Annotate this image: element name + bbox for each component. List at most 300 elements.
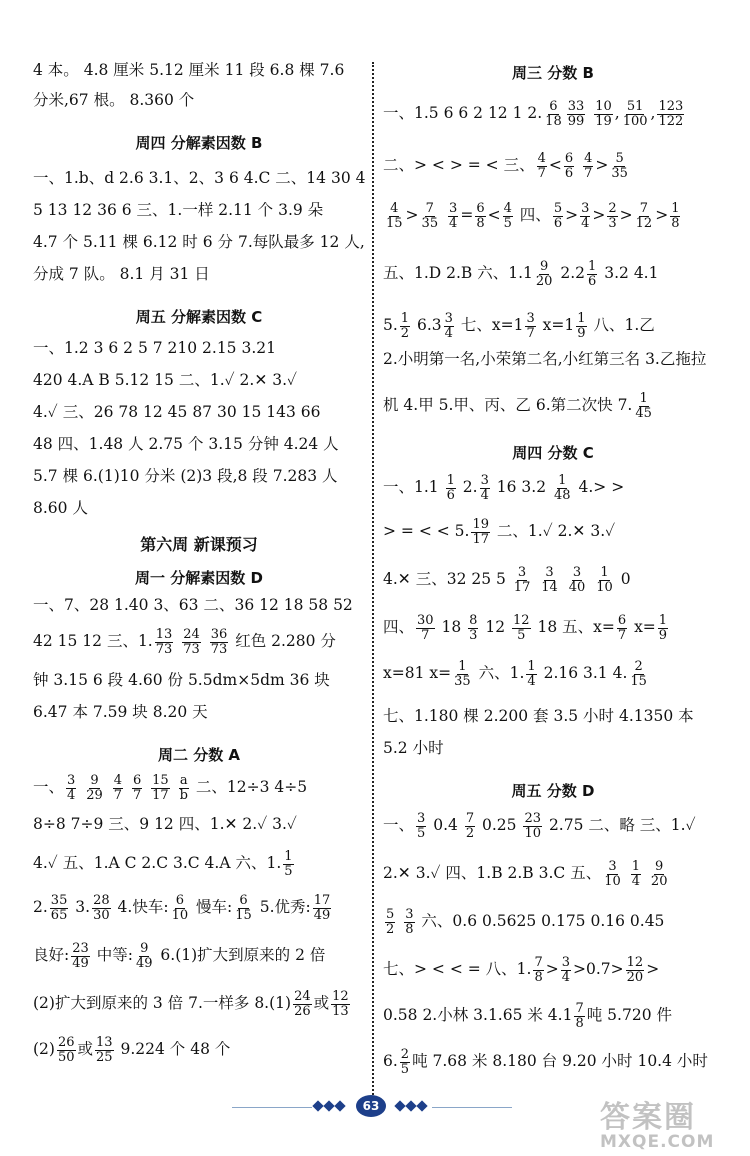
fraction bbox=[503, 202, 513, 230]
answer-text bbox=[106, 779, 111, 797]
answer-text: , bbox=[614, 104, 620, 123]
fraction bbox=[155, 628, 174, 656]
fraction-numerator: 7 bbox=[425, 201, 434, 216]
answer-text: 6.(1)扩大到原来的 2 倍 bbox=[155, 946, 326, 965]
answer-text: > bbox=[646, 960, 660, 979]
answer-text: 或 bbox=[313, 994, 330, 1013]
fraction bbox=[574, 1002, 584, 1030]
fraction bbox=[480, 474, 490, 502]
answer-text: 八、1.乙 bbox=[588, 316, 655, 335]
fraction-numerator: 12 bbox=[513, 613, 530, 628]
fraction-numerator: 6 bbox=[476, 201, 485, 216]
fraction-denominator: 7 bbox=[617, 627, 627, 643]
fraction-denominator: 50 bbox=[57, 1049, 75, 1065]
fraction-denominator: 5 bbox=[503, 215, 512, 231]
answer-line bbox=[33, 266, 365, 284]
fraction-denominator: 49 bbox=[313, 907, 331, 923]
answer-text: 0.25 bbox=[477, 816, 522, 835]
fraction-denominator: 7 bbox=[421, 627, 430, 643]
fraction bbox=[182, 628, 201, 656]
fraction-numerator: 24 bbox=[183, 627, 200, 642]
answer-text: 七、> < < = 八、1. bbox=[383, 960, 532, 979]
fraction-numerator: 26 bbox=[57, 1035, 75, 1050]
answer-text bbox=[175, 633, 180, 651]
answer-text: 六、1. bbox=[473, 664, 525, 683]
answer-text bbox=[172, 779, 177, 797]
answer-text bbox=[125, 779, 130, 797]
fraction-denominator: 10 bbox=[596, 579, 613, 595]
fraction bbox=[385, 908, 395, 936]
answer-line bbox=[33, 92, 365, 110]
answer-text: 4.> > bbox=[573, 478, 625, 497]
answer-line bbox=[383, 474, 723, 502]
fraction-denominator: 8 bbox=[405, 921, 414, 937]
fraction bbox=[567, 100, 586, 128]
answer-text: 420 4.A B 5.12 15 二、1.✓ 2.✕ 3.✓ bbox=[33, 371, 298, 389]
fraction-denominator: 4 bbox=[527, 673, 536, 689]
answer-text: 5.优秀: bbox=[254, 898, 311, 917]
fraction-numerator: 1 bbox=[588, 259, 597, 274]
fraction-denominator: 19 bbox=[595, 113, 612, 129]
fraction-denominator: 7 bbox=[584, 165, 593, 181]
answer-line bbox=[383, 614, 723, 642]
answer-text: 0.4 bbox=[428, 816, 463, 835]
answer-text: 5 13 12 36 6 三、1.一样 2.11 个 3.9 朵 bbox=[33, 201, 324, 219]
fraction-denominator: 4 bbox=[67, 787, 76, 803]
fraction bbox=[400, 312, 410, 340]
fraction-numerator: 9 bbox=[140, 941, 149, 956]
answer-text: (2) bbox=[33, 1040, 55, 1059]
fraction-denominator: 5 bbox=[417, 825, 426, 841]
answer-line bbox=[33, 170, 365, 188]
fraction bbox=[561, 956, 571, 984]
fraction-numerator: 4 bbox=[537, 151, 546, 166]
answer-text bbox=[561, 571, 566, 589]
fraction-denominator: 48 bbox=[554, 487, 571, 503]
answer-text: 分成 7 队。 8.1 月 31 日 bbox=[33, 265, 210, 283]
answer-text: 或 bbox=[77, 1040, 94, 1059]
fraction-denominator: 35 bbox=[421, 215, 439, 231]
fraction bbox=[525, 312, 535, 340]
fraction-numerator: 4 bbox=[503, 201, 512, 216]
fraction-numerator: 9 bbox=[90, 773, 99, 788]
answer-text: 3. bbox=[70, 898, 91, 917]
fraction-numerator: 7 bbox=[575, 1001, 584, 1016]
fraction bbox=[540, 566, 559, 594]
answer-line bbox=[383, 660, 723, 688]
answer-line bbox=[383, 956, 723, 984]
answer-text: 吨 7.68 米 8.180 台 9.20 小时 10.4 小时 bbox=[412, 1052, 708, 1071]
fraction bbox=[293, 990, 312, 1018]
fraction-numerator: 2 bbox=[608, 201, 617, 216]
answer-line bbox=[33, 704, 365, 722]
fraction-denominator: 49 bbox=[135, 955, 153, 971]
answer-line bbox=[383, 908, 723, 936]
section-heading: 周四 分数 C bbox=[512, 444, 594, 462]
fraction-denominator: 49 bbox=[72, 955, 89, 971]
fraction-denominator: 73 bbox=[183, 641, 200, 657]
answer-text: 一、1.2 3 6 2 5 7 210 2.15 3.21 bbox=[33, 339, 276, 357]
fraction bbox=[313, 894, 332, 922]
answer-text: 一、 bbox=[33, 778, 65, 797]
fraction-denominator: 12 bbox=[635, 215, 653, 231]
fraction-denominator: 7 bbox=[526, 325, 535, 341]
footer-rule-right bbox=[432, 1107, 512, 1108]
answer-text: > bbox=[619, 206, 633, 225]
fraction-denominator: 13 bbox=[332, 1003, 349, 1019]
fraction-numerator: 1 bbox=[446, 473, 455, 488]
fraction-denominator: 3 bbox=[469, 627, 478, 643]
watermark-url: MXQE.COM bbox=[600, 1132, 715, 1152]
fraction bbox=[71, 942, 90, 970]
answer-text: 一、1.1 bbox=[383, 478, 444, 497]
answer-line bbox=[33, 404, 365, 422]
fraction bbox=[92, 894, 111, 922]
answer-text bbox=[588, 571, 593, 589]
fraction-numerator: 8 bbox=[469, 613, 478, 628]
answer-text: 二、1.✓ 2.✕ 3.✓ bbox=[492, 522, 616, 541]
fraction bbox=[626, 956, 645, 984]
fraction-denominator: 8 bbox=[671, 215, 680, 231]
footer-rule-left bbox=[232, 1107, 312, 1108]
answer-line bbox=[33, 340, 365, 358]
answer-line bbox=[33, 436, 365, 454]
fraction bbox=[670, 202, 680, 230]
fraction-numerator: 10 bbox=[595, 99, 612, 114]
fraction bbox=[113, 774, 123, 802]
fraction-numerator: 12 bbox=[332, 989, 349, 1004]
answer-text: 0.58 2.小林 3.1.65 米 4.1 bbox=[383, 1006, 573, 1025]
section-heading: 周二 分数 A bbox=[157, 746, 241, 764]
fraction bbox=[513, 566, 532, 594]
fraction bbox=[400, 1048, 410, 1076]
fraction bbox=[629, 660, 648, 688]
answer-line bbox=[33, 628, 365, 656]
fraction bbox=[385, 202, 404, 230]
answer-line bbox=[33, 850, 365, 878]
fraction bbox=[179, 774, 189, 802]
answer-text: 6.47 本 7.59 块 8.20 天 bbox=[33, 703, 208, 721]
fraction-numerator: 23 bbox=[524, 811, 542, 826]
fraction-numerator: 1 bbox=[639, 391, 648, 406]
answer-text: 2.2 bbox=[555, 264, 586, 283]
answer-text: 4.✓ 三、26 78 12 45 87 30 15 143 66 bbox=[33, 403, 321, 421]
answer-line bbox=[33, 500, 365, 518]
fraction-numerator: 4 bbox=[390, 201, 399, 216]
fraction bbox=[448, 202, 458, 230]
fraction bbox=[553, 474, 572, 502]
fraction-numerator: 2 bbox=[400, 1047, 410, 1062]
answer-text bbox=[624, 865, 629, 883]
answer-line bbox=[383, 1048, 723, 1076]
answer-text: 四、 bbox=[383, 618, 415, 637]
fraction-denominator: 7 bbox=[537, 165, 546, 181]
fraction bbox=[544, 100, 563, 128]
fraction-denominator: 29 bbox=[86, 787, 103, 803]
diamond-icon bbox=[405, 1100, 416, 1111]
answer-text: 2. bbox=[457, 478, 478, 497]
fraction-numerator: 5 bbox=[553, 201, 563, 216]
section-heading: 周五 分解素因数 C bbox=[135, 308, 263, 326]
fraction bbox=[85, 774, 104, 802]
answer-text: 18 bbox=[436, 618, 467, 637]
answer-text: 机 4.甲 5.甲、丙、乙 6.第二次快 7. bbox=[383, 396, 633, 415]
fraction bbox=[622, 100, 649, 128]
answer-text: 2.小明第一名,小荣第二名,小红第三名 3.乙拖拉 bbox=[383, 350, 707, 368]
answer-line bbox=[383, 708, 723, 726]
fraction-numerator: 7 bbox=[465, 811, 475, 826]
fraction-numerator: 4 bbox=[113, 773, 122, 788]
answer-text: 2.✕ 3.✓ 四、1.B 2.B 3.C 五、 bbox=[383, 864, 602, 883]
fraction bbox=[587, 260, 597, 288]
fraction bbox=[446, 474, 456, 502]
fraction-denominator: 8 bbox=[534, 969, 543, 985]
fraction-numerator: 1 bbox=[631, 859, 640, 874]
fraction-denominator: 17 bbox=[513, 579, 531, 595]
fraction-denominator: 73 bbox=[210, 641, 228, 657]
fraction-denominator: 30 bbox=[93, 907, 110, 923]
fraction bbox=[607, 202, 617, 230]
fraction bbox=[66, 774, 76, 802]
fraction-denominator: 25 bbox=[96, 1049, 113, 1065]
fraction-denominator: 122 bbox=[658, 113, 684, 129]
answer-text: 4.✕ 三、32 25 5 bbox=[383, 570, 511, 589]
answer-text: x= bbox=[629, 618, 656, 637]
fraction bbox=[535, 260, 554, 288]
fraction bbox=[617, 614, 627, 642]
fraction-denominator: 4 bbox=[631, 873, 640, 889]
fraction-numerator: 3 bbox=[581, 201, 590, 216]
answer-text: 4.7 个 5.11 棵 6.12 时 6 分 7.每队最多 12 人, bbox=[33, 233, 365, 251]
answer-text: 慢车: bbox=[191, 898, 233, 917]
fraction-denominator: 5 bbox=[400, 1061, 410, 1077]
fraction-numerator: 3 bbox=[444, 311, 453, 326]
page-number: 63 bbox=[356, 1095, 386, 1117]
fraction-denominator: 5 bbox=[284, 863, 293, 879]
answer-line bbox=[383, 740, 723, 758]
answer-line bbox=[33, 234, 365, 252]
answer-text: 钟 3.15 6 段 4.60 份 5.5dm×5dm 36 块 bbox=[33, 671, 330, 689]
fraction-denominator: 15 bbox=[630, 673, 647, 689]
answer-text: 18 五、x= bbox=[532, 618, 615, 637]
answer-line bbox=[383, 518, 723, 546]
answer-text: 红色 2.280 分 bbox=[230, 632, 336, 651]
answer-text bbox=[203, 633, 208, 651]
answer-text: 8.60 人 bbox=[33, 499, 88, 517]
fraction-denominator: 15 bbox=[386, 215, 403, 231]
fraction-numerator: 1 bbox=[527, 659, 536, 674]
fraction-numerator: 23 bbox=[72, 941, 89, 956]
fraction bbox=[512, 614, 531, 642]
answer-text: 吨 5.720 件 bbox=[586, 1006, 672, 1025]
answer-text: > bbox=[655, 206, 669, 225]
fraction bbox=[658, 614, 668, 642]
fraction bbox=[537, 152, 547, 180]
answer-text: 分米,67 根。 8.360 个 bbox=[33, 91, 195, 109]
fraction-numerator: 3 bbox=[608, 859, 617, 874]
answer-line bbox=[383, 1002, 723, 1030]
fraction-denominator: 4 bbox=[561, 969, 571, 985]
answer-line bbox=[33, 672, 365, 690]
fraction-numerator: 6 bbox=[617, 613, 627, 628]
answer-text: 5.2 小时 bbox=[383, 739, 444, 757]
fraction bbox=[234, 894, 253, 922]
fraction-denominator: 17 bbox=[472, 531, 489, 547]
fraction-numerator: 33 bbox=[567, 99, 585, 114]
fraction-denominator: 5 bbox=[517, 627, 526, 643]
fraction-numerator: 3 bbox=[526, 311, 535, 326]
answer-line bbox=[383, 100, 723, 128]
fraction-denominator: 7 bbox=[113, 787, 122, 803]
section-heading: 周三 分数 B bbox=[512, 64, 594, 82]
fraction-denominator: 18 bbox=[545, 113, 562, 129]
answer-text bbox=[78, 779, 83, 797]
fraction-numerator: 3 bbox=[417, 811, 426, 826]
answer-text: 2.75 二、略 三、1.✓ bbox=[544, 816, 696, 835]
fraction-numerator: 123 bbox=[658, 99, 684, 114]
fraction-numerator: 30 bbox=[417, 613, 434, 628]
answer-line bbox=[33, 202, 365, 220]
answer-text: 5.7 棵 6.(1)10 分米 (2)3 段,8 段 7.283 人 bbox=[33, 467, 338, 485]
answer-line bbox=[383, 202, 723, 230]
answer-text: > = < < 5. bbox=[383, 522, 470, 541]
fraction-denominator: b bbox=[179, 787, 188, 803]
fraction bbox=[416, 812, 426, 840]
answer-text: x=1 bbox=[537, 316, 575, 335]
answer-text: x=81 x= bbox=[383, 664, 452, 683]
section-heading: 周四 分解素因数 B bbox=[135, 134, 263, 152]
fraction-denominator: 8 bbox=[476, 215, 485, 231]
fraction-denominator: 65 bbox=[50, 907, 68, 923]
answer-text: 一、1.b、d 2.6 3.1、2、3 6 4.C 二、14 30 4 bbox=[33, 169, 366, 187]
fraction-denominator: 2 bbox=[386, 921, 395, 937]
answer-text: 中等: bbox=[91, 946, 133, 965]
fraction bbox=[635, 202, 654, 230]
fraction bbox=[594, 100, 613, 128]
answer-text: 48 四、1.48 人 2.75 个 3.15 分钟 4.24 人 bbox=[33, 435, 339, 453]
fraction bbox=[465, 812, 475, 840]
fraction-numerator: 51 bbox=[626, 99, 644, 114]
fraction-numerator: 6 bbox=[549, 99, 558, 114]
fraction bbox=[331, 990, 350, 1018]
fraction bbox=[533, 956, 543, 984]
fraction-denominator: 4 bbox=[480, 487, 489, 503]
answer-line bbox=[33, 62, 365, 80]
answer-line bbox=[33, 597, 365, 615]
answer-text: 一、7、28 1.40 3、63 二、36 12 18 58 52 bbox=[33, 596, 353, 614]
fraction bbox=[610, 152, 629, 180]
answer-text: 9.224 个 48 个 bbox=[115, 1040, 231, 1059]
fraction-denominator: 4 bbox=[444, 325, 453, 341]
answer-text: > bbox=[545, 960, 559, 979]
fraction bbox=[603, 860, 622, 888]
answer-text bbox=[533, 571, 538, 589]
fraction-numerator: 19 bbox=[472, 517, 489, 532]
fraction-denominator: 26 bbox=[294, 1003, 311, 1019]
fraction-numerator: 1 bbox=[558, 473, 567, 488]
fraction-numerator: 13 bbox=[96, 1035, 113, 1050]
watermark-title: 答案圈 bbox=[600, 1100, 696, 1135]
fraction-denominator: 3 bbox=[608, 215, 617, 231]
answer-text: 2. bbox=[33, 898, 48, 917]
fraction bbox=[471, 518, 490, 546]
answer-line bbox=[33, 774, 365, 802]
fraction-denominator: 14 bbox=[541, 579, 558, 595]
fraction-numerator: 2 bbox=[634, 659, 643, 674]
fraction-denominator: 15 bbox=[235, 907, 252, 923]
answer-line bbox=[383, 312, 723, 340]
fraction-denominator: 6 bbox=[446, 487, 455, 503]
fraction bbox=[650, 860, 669, 888]
answer-text: , bbox=[650, 104, 656, 123]
answer-text: 42 15 12 三、1. bbox=[33, 632, 153, 651]
fraction-numerator: a bbox=[179, 773, 188, 788]
fraction bbox=[580, 202, 590, 230]
answer-line bbox=[33, 1036, 365, 1064]
fraction-numerator: 6 bbox=[132, 773, 142, 788]
fraction-denominator: 45 bbox=[635, 405, 652, 421]
answer-text bbox=[576, 157, 581, 175]
fraction-numerator: 1 bbox=[658, 613, 668, 628]
fraction bbox=[151, 774, 170, 802]
fraction bbox=[634, 392, 653, 420]
fraction-denominator: 9 bbox=[577, 325, 586, 341]
fraction-numerator: 1 bbox=[284, 849, 293, 864]
answer-text: > bbox=[592, 206, 606, 225]
answer-line bbox=[33, 894, 365, 922]
section-heading: 周五 分数 D bbox=[511, 782, 595, 800]
answer-line bbox=[383, 860, 723, 888]
fraction-numerator: 3 bbox=[67, 773, 76, 788]
fraction bbox=[523, 812, 542, 840]
answer-text bbox=[144, 779, 149, 797]
fraction bbox=[50, 894, 69, 922]
fraction bbox=[132, 774, 142, 802]
watermark bbox=[600, 1092, 745, 1152]
fraction-numerator: 36 bbox=[210, 627, 228, 642]
answer-text: 一、1.5 6 6 2 12 1 2. bbox=[383, 104, 543, 123]
fraction-denominator: 2 bbox=[465, 825, 475, 841]
fraction-denominator: 9 bbox=[658, 627, 668, 643]
fraction bbox=[444, 312, 454, 340]
fraction-denominator: 17 bbox=[152, 787, 169, 803]
fraction-numerator: 6 bbox=[564, 151, 574, 166]
answer-text bbox=[587, 105, 592, 123]
answer-text: 四、 bbox=[514, 206, 551, 225]
answer-text: < bbox=[548, 156, 562, 175]
fraction-numerator: 1 bbox=[400, 311, 410, 326]
fraction-numerator: 9 bbox=[540, 259, 549, 274]
fraction-numerator: 1 bbox=[577, 311, 586, 326]
answer-text: 一、 bbox=[383, 816, 415, 835]
answer-text bbox=[643, 865, 648, 883]
answer-text: 12 bbox=[480, 618, 510, 637]
answer-text: = bbox=[460, 206, 474, 225]
fraction-numerator: 6 bbox=[175, 893, 184, 908]
fraction-denominator: 35 bbox=[611, 165, 628, 181]
fraction bbox=[631, 860, 641, 888]
section-heading: 第六周 新课预习 bbox=[140, 535, 258, 554]
fraction bbox=[283, 850, 293, 878]
fraction bbox=[57, 1036, 76, 1064]
answer-text: 4.快车: bbox=[112, 898, 169, 917]
answer-line bbox=[383, 351, 723, 369]
fraction-denominator: 10 bbox=[524, 825, 542, 841]
answer-text: > bbox=[565, 206, 579, 225]
fraction-denominator: 6 bbox=[564, 165, 574, 181]
answer-text: 0 bbox=[615, 570, 631, 589]
fraction-numerator: 3 bbox=[480, 473, 489, 488]
